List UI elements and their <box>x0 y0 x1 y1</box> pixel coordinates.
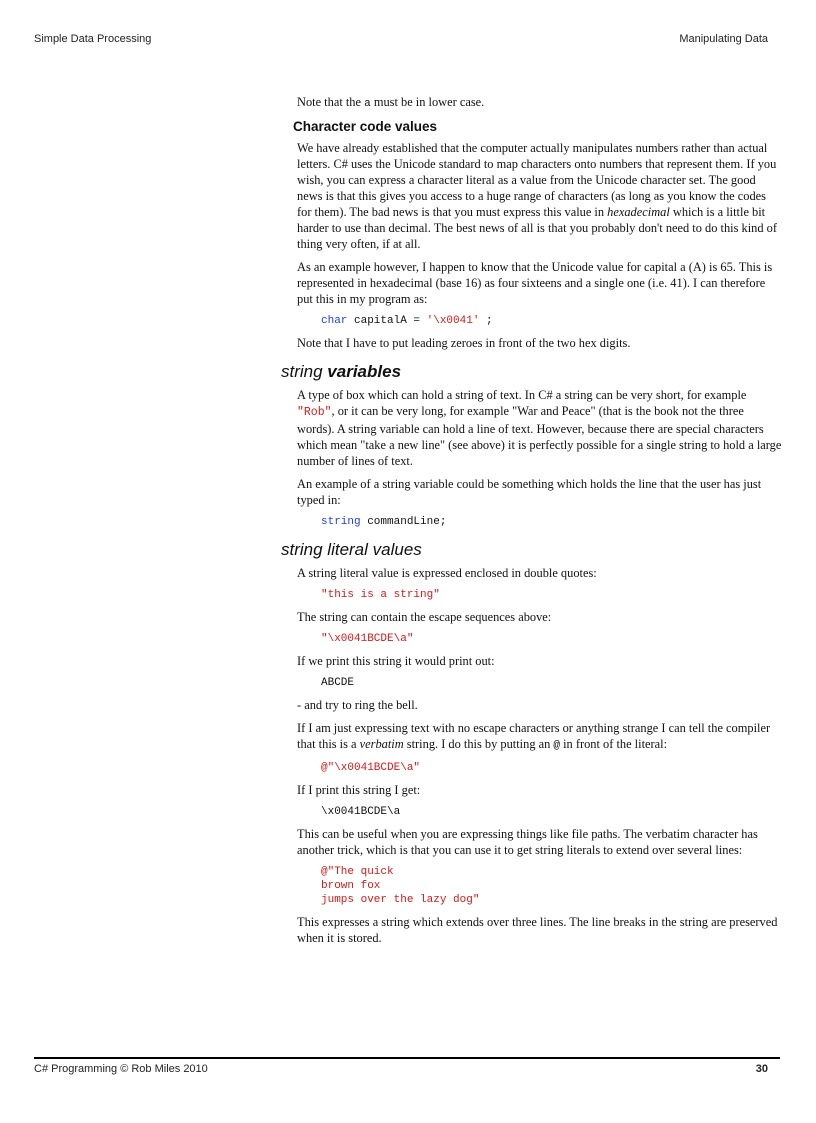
code-block-verbatim-output: \x0041BCDE\a <box>321 806 401 818</box>
text-run: string. I do this by putting an <box>403 737 554 751</box>
main-content <box>281 94 782 953</box>
emphasis-verbatim: verbatim <box>359 737 404 751</box>
page-number: 30 <box>755 1063 768 1075</box>
code-block-string-declaration <box>321 515 782 529</box>
emphasis-hexadecimal: hexadecimal <box>607 205 670 219</box>
inline-string-rob: "Rob" <box>297 406 332 419</box>
paragraph-string-literal-intro: A string literal value is expressed enclosed in double quotes: <box>297 566 597 580</box>
code-line: jumps over the lazy dog" <box>321 894 480 906</box>
code-block-escape-string: "\x0041BCDE\a" <box>321 633 414 645</box>
paragraph-three-lines: This expresses a string which extends over three lines. The line breaks in the string are preserved when it is stored. <box>297 915 778 945</box>
header-section-title: Manipulating Data <box>679 33 768 45</box>
paragraph-print-verbatim: If I print this string I get: <box>297 783 421 797</box>
code-text: capitalA = <box>347 315 427 327</box>
heading-variables-word: variables <box>322 362 402 381</box>
inline-code-at: @ <box>553 740 561 752</box>
text-run: Note that the <box>297 95 365 109</box>
code-line: brown fox <box>321 880 381 892</box>
running-header <box>34 33 768 49</box>
code-line: @"The quick <box>321 866 394 878</box>
paragraph-print-out: If we print this string it would print out: <box>297 654 495 668</box>
paragraph-leading-zeroes: Note that I have to put leading zeroes in front of the two hex digits. <box>297 336 631 350</box>
footer-copyright: C# Programming © Rob Miles 2010 <box>34 1063 208 1075</box>
text-run: If I am just expressing text with no escape characters or anything strange I can tell the compiler that this is a <box>297 721 771 751</box>
code-text: commandLine; <box>360 516 447 528</box>
heading-string-variables <box>281 364 782 380</box>
paragraph-ring-bell: - and try to ring the bell. <box>297 698 418 712</box>
code-block-this-is-a-string: "this is a string" <box>321 589 440 601</box>
paragraph-string-variable-intro <box>297 387 782 469</box>
paragraph-escape-sequences: The string can contain the escape sequences above: <box>297 610 552 624</box>
paragraph-string-variable-example: An example of a string variable could be something which holds the line that the user has just typed in: <box>297 477 762 507</box>
paragraph-verbatim-intro <box>297 720 782 754</box>
paragraph-unicode-example: As an example however, I happen to know that the Unicode value for capital a (A) is 65. This is represented in hexadecimal (base 16) as four sixteens and a single one (i.e. 41). I can therefore put this in my program as: <box>297 260 773 306</box>
paragraph-unicode-intro <box>297 140 782 252</box>
text-run: A type of box which can hold a string of text. In C# a string can be very short, for example <box>297 388 747 402</box>
code-keyword: char <box>321 315 348 327</box>
code-block-output-abcde: ABCDE <box>321 677 355 689</box>
code-text: ; <box>479 315 493 327</box>
heading-string-literal-values: string literal values <box>281 540 422 559</box>
text-run: in front of the literal: <box>560 737 668 751</box>
text-run: , or it can be very long, for example "War and Peace" (that is the book not the three words). A string variable can hold a line of text. However, because there are special characters which mean "take a new line" (see above) it is perfectly possible for a single string to hold a large number of lines of text. <box>297 404 782 468</box>
code-block-char <box>321 314 782 328</box>
code-block-multiline-string <box>321 865 782 907</box>
paragraph-lowercase-note <box>297 94 782 112</box>
text-run: We have already established that the computer actually manipulates numbers rather than actual letters. C# uses the Unicode standard to map characters onto numbers that represent them. If you wish, you can express a character literal as a value from the Unicode character set. The good news is that this gives you access to a huge range of characters (as long as you know the codes for them). The bad news is that you must express this value in <box>297 141 777 219</box>
header-chapter-title: Simple Data Processing <box>34 33 152 45</box>
paragraph-file-paths: This can be useful when you are expressing things like file paths. The verbatim character has another trick, which is that you can use it to get string literals to extend over several lines: <box>297 827 758 857</box>
footer-divider <box>34 1057 780 1059</box>
code-keyword: string <box>321 516 361 528</box>
code-string: '\x0041' <box>426 315 480 327</box>
code-block-verbatim-string: @"\x0041BCDE\a" <box>321 762 421 774</box>
text-run: which is a little bit harder to use than decimal. The best news of all is that you probably don't need to do this kind of thing very often, if at all. <box>297 205 777 251</box>
inline-code-a: a <box>364 98 371 110</box>
heading-character-code-values: Character code values <box>293 119 438 134</box>
text-run: must be in lower case. <box>370 95 485 109</box>
heading-string-word: string <box>281 362 323 381</box>
